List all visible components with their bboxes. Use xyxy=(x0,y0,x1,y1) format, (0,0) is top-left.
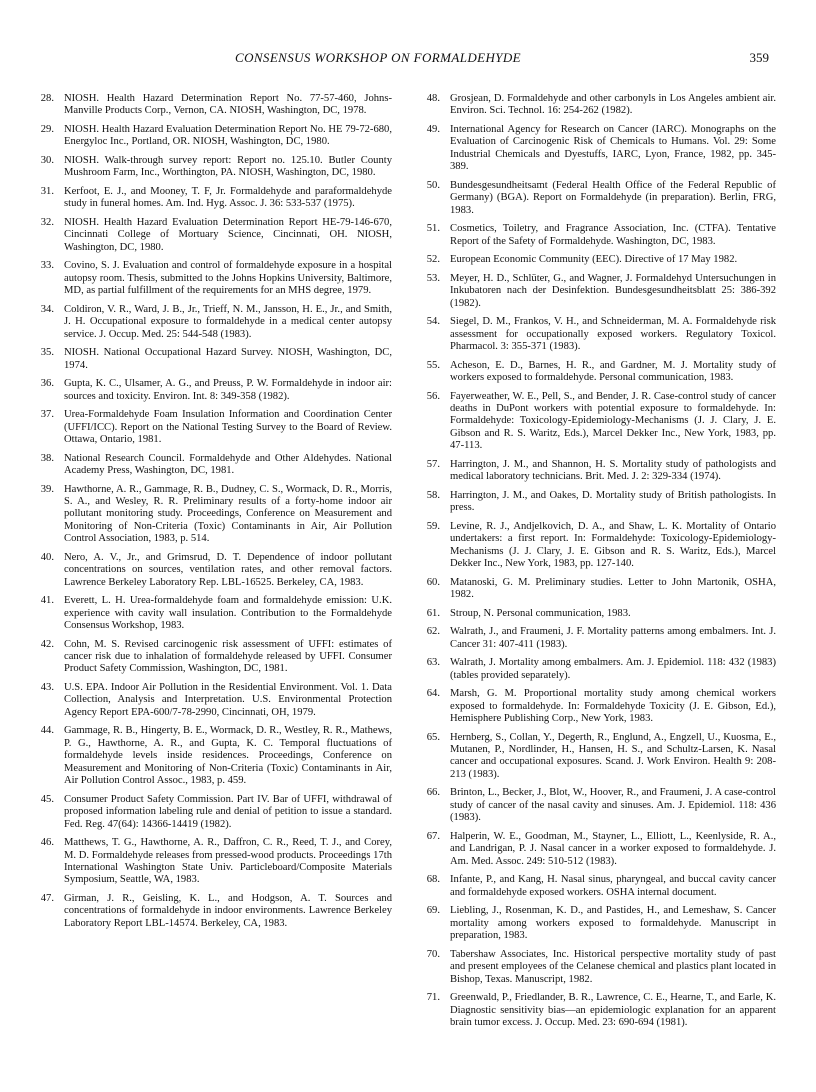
reference-text: Nero, A. V., Jr., and Grimsrud, D. T. Dependence of indoor pollutant concentrations on sources, ventilation rates, and other removal factors. Lawrence Berkeley Laboratory Rep. LBL-16525. Berkeley, CA, 1983. xyxy=(64,551,392,588)
reference-text: Gammage, R. B., Hingerty, B. E., Wormack, D. R., Westley, R. R., Mathews, P. G., Hawthorne, A. R., and Gupta, K. C. Temporal fluctuations of formaldehyde levels inside residences. Proceedings, Conference on Measurement and Monitoring of Non-Criteria (Toxic) Contaminants in Air, Air Pollution Control Assoc., 1983, p. 459. xyxy=(64,725,392,787)
reference-text: Matthews, T. G., Hawthorne, A. R., Daffron, C. R., Reed, T. J., and Corey, M. D. Formaldehyde releases from pressed-wood products. Proceedings 17th International Washington State Univ. Particleboard/Composite Materials Symposium, Seattle, WA, 1983. xyxy=(64,837,392,886)
reference-text: Girman, J. R., Geisling, K. L., and Hodgson, A. T. Sources and concentrations of formaldehyde in indoor environments. Lawrence Berkeley Laboratory Report LBL-14574. Berkeley, CA, 1983. xyxy=(64,892,392,929)
reference-text: Harrington, J. M., and Shannon, H. S. Mortality study of pathologists and medical laboratory technicians. Brit. Med. J. 2: 329-334 (1974). xyxy=(450,458,776,483)
reference-text: European Economic Community (EEC). Directive of 17 May 1982. xyxy=(450,254,738,266)
reference-text: Cohn, M. S. Revised carcinogenic risk assessment of UFFI: estimates of cancer risk due to inhalation of formaldehyde released by UFFI. Consumer Product Safety Commission, Washington, DC, 1981. xyxy=(64,638,392,675)
reference-number: 29. xyxy=(40,124,54,135)
reference-entry xyxy=(28,453,392,478)
reference-entry xyxy=(28,124,392,149)
reference-entry xyxy=(414,93,776,118)
reference-entry xyxy=(414,223,776,248)
reference-entry xyxy=(28,378,392,403)
reference-number: 70. xyxy=(426,948,440,960)
reference-entry xyxy=(414,657,776,682)
reference-number: 49. xyxy=(426,124,440,135)
reference-number: 45. xyxy=(40,793,54,805)
reference-entry xyxy=(414,992,776,1029)
reference-entry xyxy=(28,837,392,887)
reference-entry xyxy=(414,273,776,310)
reference-number: 55. xyxy=(426,359,440,371)
reference-text: Brinton, L., Becker, J., Blot, W., Hoover, R., and Fraumeni, J. A case-control study of cancer of the nasal cavity and sinuses. Am. J. Epidemiol. 118: 436 (1983). xyxy=(450,787,776,824)
reference-entry xyxy=(414,787,776,824)
reference-number: 51. xyxy=(426,223,440,235)
reference-number: 34. xyxy=(40,303,54,315)
reference-number: 33. xyxy=(40,260,54,272)
reference-entry xyxy=(414,905,776,942)
reference-entry xyxy=(28,409,392,446)
reference-column-left xyxy=(28,93,392,936)
reference-number: 46. xyxy=(40,837,54,849)
reference-text: Levine, R. J., Andjelkovich, D. A., and Shaw, L. K. Mortality of Ontario undertakers: a first report. In: Formaldehyde: Toxicology-Epidemiology-Mechanisms (J. J. Clary, J. E. Gibson and R. S. Waritz, Eds.), Marcel Dekker Inc., New York, 1983, pp. 127-140. xyxy=(450,520,776,570)
reference-entry xyxy=(414,490,776,515)
reference-number: 38. xyxy=(40,452,54,464)
reference-number: 69. xyxy=(426,905,440,917)
reference-text: Coldiron, V. R., Ward, J. B., Jr., Trieff, N. M., Jansson, H. E., Jr., and Smith, J. H. Occupational exposure to formaldehyde in a medical center autopsy service. J. Occup. Med. 25: 544-548 (1983). xyxy=(64,303,392,340)
reference-entry xyxy=(414,391,776,453)
reference-number: 65. xyxy=(426,731,440,743)
reference-number: 48. xyxy=(426,93,440,104)
reference-entry xyxy=(28,155,392,180)
reference-number: 28. xyxy=(40,93,54,104)
reference-entry xyxy=(28,217,392,254)
reference-text: Walrath, J., and Fraumeni, J. F. Mortality patterns among embalmers. Int. J. Cancer 31: 407-411 (1983). xyxy=(450,626,776,650)
reference-number: 44. xyxy=(40,725,54,737)
reference-entry xyxy=(28,725,392,787)
page-header xyxy=(47,50,769,68)
reference-text: Marsh, G. M. Proportional mortality study among chemical workers exposed to formaldehyde. In: Formaldehyde Toxicity (J. E. Gibson, Ed.), Hemisphere Publishing Corp., New York, 1983. xyxy=(450,688,776,725)
reference-text: International Agency for Research on Cancer (IARC). Monographs on the Evaluation of Carcinogenic Risk of Chemicals to Humans. Vol. 29: Some Industrial Chemicals and Dyestuffs, IARC, Lyon, France, 1982, pp. 345-389. xyxy=(450,124,776,173)
reference-entry xyxy=(28,794,392,831)
reference-entry xyxy=(28,186,392,211)
reference-text: NIOSH. Health Hazard Evaluation Determination Report HE-79-146-670, Cincinnati College of Mortuary Science, Cincinnati, OH. NIOSH, Washington, DC, 1980. xyxy=(64,217,392,253)
reference-number: 40. xyxy=(40,551,54,563)
reference-entry xyxy=(414,577,776,602)
reference-number: 50. xyxy=(426,179,440,191)
reference-entry xyxy=(28,484,392,546)
reference-entry xyxy=(28,93,392,118)
reference-number: 32. xyxy=(40,217,54,228)
reference-text: Bundesgesundheitsamt (Federal Health Office of the Federal Republic of Germany) (BGA). Report on Formaldehyde (in preparation). Berlin, FRG, 1983. xyxy=(450,179,776,216)
reference-number: 42. xyxy=(40,638,54,650)
reference-text: Covino, S. J. Evaluation and control of formaldehyde exposure in a hospital autopsy room. Thesis, submitted to the Johns Hopkins University, Baltimore, MD, as partial fulfillment of the requirements for an MHS degree, 1979. xyxy=(64,260,392,297)
reference-number: 36. xyxy=(40,378,54,390)
reference-column-right xyxy=(414,93,776,1036)
reference-text: NIOSH. National Occupational Hazard Survey. NIOSH, Washington, DC, 1974. xyxy=(64,347,392,371)
reference-entry xyxy=(414,180,776,217)
reference-entry xyxy=(414,688,776,725)
reference-number: 58. xyxy=(426,489,440,501)
reference-number: 66. xyxy=(426,787,440,799)
reference-text: Halperin, W. E., Goodman, M., Stayner, L., Elliott, L., Keenlyside, R. A., and Landrigan, P. J. Nasal cancer in a worker exposed to formaldehyde. J. Am. Med. Assoc. 249: 510-512 (1983). xyxy=(450,830,776,867)
reference-number: 57. xyxy=(426,458,440,470)
reference-number: 54. xyxy=(426,316,440,328)
reference-text: Liebling, J., Rosenman, K. D., and Pastides, H., and Lemeshaw, S. Cancer mortality among workers exposed to formaldehyde. Manuscript in preparation, 1983. xyxy=(450,905,776,942)
reference-entry xyxy=(414,831,776,868)
page-number: 359 xyxy=(749,50,769,65)
reference-text: Grosjean, D. Formaldehyde and other carbonyls in Los Angeles ambient air. Environ. Sci. Technol. 16: 254-262 (1982). xyxy=(450,93,776,117)
reference-entry xyxy=(28,304,392,341)
reference-number: 39. xyxy=(40,483,54,495)
reference-number: 41. xyxy=(40,595,54,607)
reference-text: Consumer Product Safety Commission. Part IV. Bar of UFFI, withdrawal of proposed information labeling rule and denial of petition to issue a standard. Fed. Reg. 47(64): 14366-14419 (1982). xyxy=(64,793,392,830)
reference-number: 37. xyxy=(40,409,54,421)
reference-entry xyxy=(414,608,776,620)
reference-text: Gupta, K. C., Ulsamer, A. G., and Preuss, P. W. Formaldehyde in indoor air: sources and toxicity. Environ. Int. 8: 349-358 (1982). xyxy=(64,378,392,402)
reference-entry xyxy=(414,949,776,986)
reference-text: Fayerweather, W. E., Pell, S., and Bender, J. R. Case-control study of cancer deaths in DuPont workers with potential exposure to formaldehyde. In: Formaldehyde: Toxicology-Epidemiology-Mechanisms (J. J. Clary, J. E. Gibson and R. S. Waritz, Eds.), Marcel Dekker Inc., New York, 1983, pp. 47-113. xyxy=(450,390,776,452)
reference-text: Walrath, J. Mortality among embalmers. Am. J. Epidemiol. 118: 432 (1983) (tables provided separately). xyxy=(450,657,776,681)
reference-text: Meyer, H. D., Schlüter, G., and Wagner, J. Formaldehyd Untersuchungen in Inkubatoren nach der Desinfektion. Bundesgesundheitsblatt 25: 386-392 (1982). xyxy=(450,272,776,309)
reference-text: National Research Council. Formaldehyde and Other Aldehydes. National Academy Press, Washington, DC, 1981. xyxy=(64,452,392,477)
reference-number: 35. xyxy=(40,347,54,359)
reference-entry xyxy=(414,459,776,484)
reference-entry xyxy=(28,260,392,297)
reference-entry xyxy=(414,360,776,385)
reference-number: 59. xyxy=(426,520,440,532)
reference-number: 61. xyxy=(426,607,440,619)
reference-entry xyxy=(28,595,392,632)
reference-text: Kerfoot, E. J., and Mooney, T. F, Jr. Formaldehyde and paraformaldehyde study in funeral homes. Am. Ind. Hyg. Assoc. J. 36: 533-537 (1975). xyxy=(64,186,392,210)
reference-entry xyxy=(28,639,392,676)
reference-entry xyxy=(28,893,392,930)
reference-text: Harrington, J. M., and Oakes, D. Mortality study of British pathologists. In press. xyxy=(450,489,776,514)
reference-entry xyxy=(414,316,776,353)
reference-text: Hernberg, S., Collan, Y., Degerth, R., Englund, A., Engzell, U., Kuosma, E., Mutanen, P., Nordlinder, H., Hansen, H. S., and Schultz-Larsen, K. Nasal cancer and occupational exposures. Scand. J. Work Environ. Health 9: 208-213 (1983). xyxy=(450,731,776,780)
reference-text: Urea-Formaldehyde Foam Insulation Information and Coordination Center (UFFI/ICC). Report on the National Testing Survey to the Board of Review. Ottawa, Ontario, 1981. xyxy=(64,409,392,446)
reference-entry xyxy=(28,347,392,372)
reference-text: Hawthorne, A. R., Gammage, R. B., Dudney, C. S., Wormack, D. R., Morris, S. A., and Wesley, R. R. Preliminary results of a forty-home indoor air pollutant monitoring study. Proceedings, Conference on Measurement and Monitoring of Non-Criteria (Toxic) Contaminants in Air, Air Pollution Control Association, 1983, p. 514. xyxy=(64,483,392,545)
reference-text: Tabershaw Associates, Inc. Historical perspective mortality study of past and present employees of the Celanese chemical and plastics plant located in Bishop, Texas. Manuscript, 1982. xyxy=(450,948,776,985)
reference-number: 60. xyxy=(426,576,440,588)
reference-text: Matanoski, G. M. Preliminary studies. Letter to John Martonik, OSHA, 1982. xyxy=(450,576,776,601)
reference-text: Everett, L. H. Urea-formaldehyde foam and formaldehyde emission: U.K. experience with cavity wall insulation. Contribution to the Formaldehyde Consensus Workshop, 1983. xyxy=(64,595,392,632)
reference-text: U.S. EPA. Indoor Air Pollution in the Residential Environment. Vol. 1. Data Collection, Analysis and Interpretation. U.S. Environmental Protection Agency Report EPA-600/7-78-2990, Cincinnati, OH, 1979. xyxy=(64,682,392,718)
reference-number: 47. xyxy=(40,892,54,904)
reference-entry xyxy=(414,254,776,266)
reference-number: 53. xyxy=(426,272,440,284)
running-title: CONSENSUS WORKSHOP ON FORMALDEHYDE xyxy=(235,50,521,65)
reference-text: NIOSH. Health Hazard Evaluation Determination Report No. HE 79-72-680, Energyloc Inc., Portland, OR. NIOSH, Washington, DC, 1980. xyxy=(64,124,392,148)
reference-text: Siegel, D. M., Frankos, V. H., and Schneiderman, M. A. Formaldehyde risk assessment for occupationally exposed workers. Regulatory Toxicol. Pharmacol. 3: 355-371 (1983). xyxy=(450,316,776,353)
reference-text: NIOSH. Walk-through survey report: Report no. 125.10. Butler County Mushroom Farm, Inc., Worthington, PA. NIOSH, Washington, DC, 1980. xyxy=(64,155,392,179)
reference-number: 67. xyxy=(426,830,440,842)
reference-number: 68. xyxy=(426,874,440,886)
reference-entry xyxy=(414,626,776,651)
reference-text: Acheson, E. D., Barnes, H. R., and Gardner, M. J. Mortality study of workers exposed to formaldehyde. Personal communication, 1983. xyxy=(450,359,776,384)
reference-number: 43. xyxy=(40,682,54,694)
reference-number: 52. xyxy=(426,254,440,266)
reference-number: 64. xyxy=(426,688,440,700)
reference-number: 56. xyxy=(426,390,440,402)
reference-entry xyxy=(414,874,776,899)
reference-number: 71. xyxy=(426,992,440,1004)
reference-text: Stroup, N. Personal communication, 1983. xyxy=(450,607,631,619)
reference-text: Greenwald, P., Friedlander, B. R., Lawrence, C. E., Hearne, T., and Earle, K. Diagnostic sensitivity bias—an epidemiologic explanation for an apparent brain tumor excess. J. Occup. Med. 23: 690-694 (1981). xyxy=(450,992,776,1028)
reference-number: 31. xyxy=(40,186,54,197)
reference-text: Cosmetics, Toiletry, and Fragrance Association, Inc. (CTFA). Tentative Report of the Safety of Formaldehyde. Washington, DC, 1983. xyxy=(450,223,776,247)
reference-entry xyxy=(28,552,392,589)
reference-entry xyxy=(28,682,392,719)
reference-number: 62. xyxy=(426,626,440,638)
reference-entry xyxy=(414,732,776,782)
reference-text: NIOSH. Health Hazard Determination Report No. 77-57-460, Johns-Manville Products Corp., Vernon, CA. NIOSH, Washington, DC, 1978. xyxy=(64,93,392,117)
reference-entry xyxy=(414,521,776,571)
reference-number: 63. xyxy=(426,657,440,669)
reference-entry xyxy=(414,124,776,174)
reference-text: Infante, P., and Kang, H. Nasal sinus, pharyngeal, and buccal cavity cancer and formaldehyde exposed workers. OSHA internal document. xyxy=(450,874,776,898)
reference-number: 30. xyxy=(40,155,54,166)
